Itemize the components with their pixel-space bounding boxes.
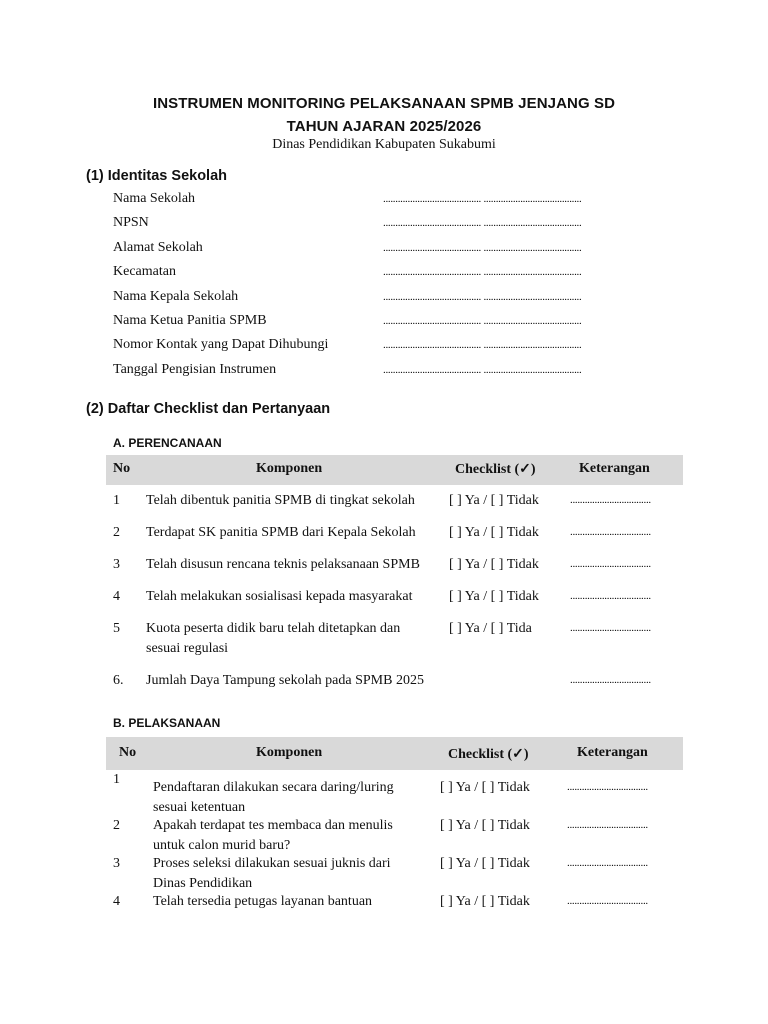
field-label: Nama Sekolah xyxy=(113,191,196,206)
header-checklist: Checklist (✓) xyxy=(448,747,529,762)
identitas-field-kepala-sekolah xyxy=(113,287,633,311)
table-a-label: A. PERENCANAAN xyxy=(113,436,222,450)
field-label: Tanggal Pengisian Instrumen xyxy=(113,361,277,377)
field-blank[interactable]: ........................................ ........................................ xyxy=(383,290,582,303)
row-komponen: Proses seleksi dilakukan sesuai juknis dari Dinas Pendidikan xyxy=(153,856,391,891)
field-label: Nama Ketua Panitia SPMB xyxy=(113,312,267,328)
header-komponen: Komponen xyxy=(256,745,323,760)
row-komponen: Pendaftaran dilakukan secara daring/luring sesuai ketentuan xyxy=(153,780,394,815)
field-label: Nomor Kontak yang Dapat Dihubungi xyxy=(113,337,329,353)
header-komponen: Komponen xyxy=(256,461,323,476)
table-b-label: B. PELAKSANAAN xyxy=(113,716,221,730)
section-checklist-heading: (2) Daftar Checklist dan Pertanyaan xyxy=(86,401,331,417)
field-blank[interactable]: ........................................ ........................................ xyxy=(383,266,582,279)
header-keterangan: Keterangan xyxy=(579,461,650,476)
row-number: 2 xyxy=(113,525,120,540)
table-a-header xyxy=(106,455,683,485)
row-checklist[interactable]: [ ] Ya / [ ] Tidak xyxy=(449,525,539,540)
row-keterangan[interactable]: ................................. xyxy=(567,781,648,793)
row-komponen: Kuota peserta didik baru telah ditetapkan dan sesuai regulasi xyxy=(146,621,401,656)
identitas-field-alamat xyxy=(113,238,633,262)
row-number: 3 xyxy=(113,557,120,572)
identitas-field-nama-sekolah xyxy=(113,189,633,213)
row-komponen: Telah tersedia petugas layanan bantuan xyxy=(153,894,373,909)
field-blank[interactable]: ........................................ ........................................ xyxy=(383,193,582,205)
row-number: 1 xyxy=(113,493,120,508)
field-label: Kecamatan xyxy=(113,264,176,280)
row-number: 1 xyxy=(113,772,120,787)
header-keterangan: Keterangan xyxy=(577,745,648,760)
header-no: No xyxy=(119,745,137,760)
row-keterangan[interactable]: ................................. xyxy=(567,819,648,831)
row-checklist[interactable]: [ ] Ya / [ ] Tidak xyxy=(449,557,539,572)
row-komponen: Apakah terdapat tes membaca dan menulis untuk calon murid baru? xyxy=(153,818,393,853)
row-keterangan[interactable]: ................................. xyxy=(570,622,651,634)
field-blank[interactable]: ........................................ ........................................ xyxy=(383,363,582,376)
field-blank[interactable]: ........................................ ........................................ xyxy=(383,314,582,327)
header-no: No xyxy=(113,461,131,476)
row-komponen: Telah disusun rencana teknis pelaksanaan SPMB xyxy=(146,557,420,572)
row-checklist[interactable]: [ ] Ya / [ ] Tidak xyxy=(440,780,530,795)
field-blank[interactable]: ........................................ ........................................ xyxy=(383,241,582,254)
field-label: NPSN xyxy=(113,215,149,231)
row-number: 4 xyxy=(113,894,120,909)
row-checklist[interactable]: [ ] Ya / [ ] Tidak xyxy=(449,493,539,508)
row-keterangan[interactable]: ................................. xyxy=(570,590,651,602)
header-checklist: Checklist (✓) xyxy=(455,462,536,477)
document-title-line1: INSTRUMEN MONITORING PELAKSANAAN SPMB JENJANG SD xyxy=(152,95,616,112)
row-number: 5 xyxy=(113,621,120,636)
row-keterangan[interactable]: ................................. xyxy=(570,674,651,686)
row-keterangan[interactable]: ................................. xyxy=(570,558,651,570)
row-keterangan[interactable]: ................................. xyxy=(567,895,648,907)
identitas-field-list xyxy=(113,189,633,384)
identitas-field-nomor-kontak xyxy=(113,335,633,359)
row-checklist[interactable]: [ ] Ya / [ ] Tidak xyxy=(440,856,530,871)
row-komponen: Telah dibentuk panitia SPMB di tingkat sekolah xyxy=(146,493,415,508)
field-blank[interactable]: ........................................ ........................................ xyxy=(383,217,582,230)
row-keterangan[interactable]: ................................. xyxy=(570,526,651,538)
row-komponen: Jumlah Daya Tampung sekolah pada SPMB 2025 xyxy=(146,673,424,688)
row-keterangan[interactable]: ................................. xyxy=(570,494,651,506)
row-number: 4 xyxy=(113,589,120,604)
row-checklist[interactable]: [ ] Ya / [ ] Tidak xyxy=(449,589,539,604)
section-identitas-heading: (1) Identitas Sekolah xyxy=(86,168,228,184)
document-title-line2: TAHUN AJARAN 2025/2026 xyxy=(286,118,482,135)
row-checklist[interactable]: [ ] Ya / [ ] Tidak xyxy=(440,894,530,909)
row-checklist[interactable]: [ ] Ya / [ ] Tida xyxy=(449,621,532,636)
row-checklist[interactable]: [ ] Ya / [ ] Tidak xyxy=(440,818,530,833)
row-komponen: Telah melakukan sosialisasi kepada masyarakat xyxy=(146,589,413,604)
row-number: 2 xyxy=(113,818,120,833)
field-blank[interactable]: ........................................ ........................................ xyxy=(383,339,582,352)
field-label: Nama Kepala Sekolah xyxy=(113,288,239,304)
field-label: Alamat Sekolah xyxy=(113,239,203,255)
table-b-header xyxy=(106,737,683,770)
row-keterangan[interactable]: ................................. xyxy=(567,857,648,869)
document-subtitle: Dinas Pendidikan Kabupaten Sukabumi xyxy=(272,137,496,152)
identitas-field-ketua-panitia xyxy=(113,311,633,335)
identitas-field-npsn xyxy=(113,213,633,237)
identitas-field-kecamatan xyxy=(113,262,633,286)
identitas-field-tanggal xyxy=(113,360,633,384)
row-number: 3 xyxy=(113,856,120,871)
row-komponen: Terdapat SK panitia SPMB dari Kepala Sekolah xyxy=(146,525,416,540)
row-number: 6. xyxy=(113,673,124,688)
